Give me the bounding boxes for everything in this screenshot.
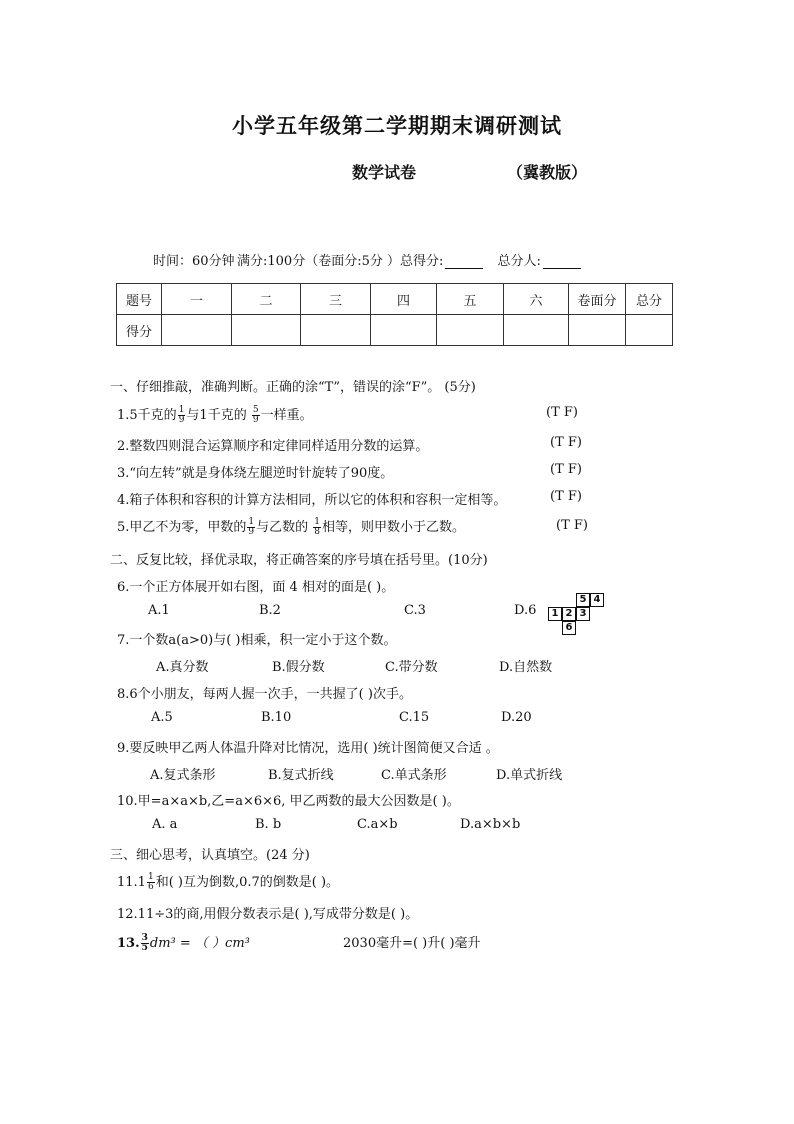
- score-cell[interactable]: [437, 315, 504, 346]
- q7-option-d[interactable]: D.自然数: [499, 660, 553, 675]
- q5-tf-choice[interactable]: (T F): [556, 518, 588, 533]
- q11-text-a: 11.1: [117, 875, 146, 890]
- exam-time: 时间：60分钟: [153, 254, 235, 269]
- q5-fraction-2: [313, 518, 321, 537]
- q9-option-d[interactable]: D.单式折线: [496, 768, 563, 783]
- total-score-blank[interactable]: [445, 255, 483, 269]
- q9-option-a[interactable]: A.复式条形: [150, 768, 216, 783]
- q8-option-c[interactable]: C.15: [399, 710, 430, 725]
- q10-option-d[interactable]: D.a×b×b: [460, 817, 521, 832]
- q13-text-a: 13.: [117, 936, 140, 951]
- q8-option-a[interactable]: A.5: [151, 710, 173, 725]
- q8-option-b[interactable]: B.10: [261, 710, 292, 725]
- q11-denominator: 6: [147, 882, 154, 892]
- q5-f2-denominator: 8: [314, 527, 321, 537]
- q1-f2-denominator: 9: [252, 415, 259, 425]
- q5-text-b: 与乙数的: [256, 520, 309, 535]
- question-5: [117, 516, 465, 537]
- q11-text-b: 和( )互为倒数,0.7的倒数是( )。: [155, 875, 340, 890]
- q8-option-d[interactable]: D.20: [501, 710, 532, 725]
- score-table-header-row: [117, 284, 673, 315]
- page-title: 小学五年级第二学期期末调研测试: [232, 113, 562, 138]
- subject-title: 数学试卷: [352, 163, 417, 182]
- q1-tf-choice[interactable]: (T F): [546, 405, 578, 420]
- score-header-6: 六: [504, 284, 569, 315]
- score-table: [116, 283, 673, 346]
- section1-title: 一、仔细推敲，准确判断。正确的涂“T”，错误的涂“F”。 (5分): [110, 380, 476, 395]
- q1-text-b: 与1千克的: [186, 408, 247, 423]
- q13-fraction: [141, 934, 149, 953]
- q1-text-a: 1.5千克的: [117, 408, 177, 423]
- net-face-2: 2: [562, 607, 576, 621]
- score-cell[interactable]: [162, 315, 232, 346]
- score-table-score-row: [117, 315, 673, 346]
- score-cell[interactable]: [626, 315, 673, 346]
- score-header-appearance: 卷面分: [569, 284, 626, 315]
- question-6: 6.一个正方体展开如右图，面 4 相对的面是( )。: [117, 580, 395, 595]
- q10-option-c[interactable]: C.a×b: [357, 817, 398, 832]
- q6-option-b[interactable]: B.2: [259, 603, 281, 618]
- score-header-1: 一: [162, 284, 232, 315]
- net-face-3: 3: [576, 607, 590, 621]
- q10-option-a[interactable]: A. a: [152, 817, 178, 832]
- question-2: 2.整数四则混合运算顺序和定律同样适用分数的运算。: [117, 439, 429, 454]
- score-header-5: 五: [437, 284, 504, 315]
- q2-tf-choice[interactable]: (T F): [550, 435, 582, 450]
- question-1: [117, 404, 313, 425]
- q7-option-b[interactable]: B.假分数: [272, 660, 325, 675]
- q13-text-b: dm³ = （ ）cm³: [149, 936, 250, 951]
- question-10: 10.甲=a×a×b,乙=a×6×6, 甲乙两数的最大公因数是( )。: [117, 794, 460, 809]
- net-face-5: 5: [576, 593, 590, 607]
- q5-fraction-1: [247, 518, 255, 537]
- q13-numerator: 3: [141, 933, 148, 943]
- q11-numerator: 1: [147, 872, 154, 882]
- score-header-4: 四: [371, 284, 437, 315]
- q1-f1-denominator: 9: [178, 415, 185, 425]
- net-face-6: 6: [562, 621, 576, 635]
- score-cell[interactable]: [504, 315, 569, 346]
- question-13: [117, 932, 250, 953]
- score-table-label: 题号: [117, 284, 162, 315]
- q6-option-c[interactable]: C.3: [404, 603, 426, 618]
- question-3: 3.“向左转”就是身体绕左腿逆时针旋转了90度。: [117, 466, 394, 481]
- q1-f2-numerator: 5: [252, 405, 259, 415]
- q6-option-a[interactable]: A.1: [148, 603, 170, 618]
- exam-score-info: [237, 250, 583, 269]
- q4-tf-choice[interactable]: (T F): [550, 489, 582, 504]
- q5-text-c: 相等，则甲数小于乙数。: [322, 520, 466, 535]
- q7-option-a[interactable]: A.真分数: [156, 660, 209, 675]
- question-11: [117, 871, 339, 892]
- score-cell[interactable]: [569, 315, 626, 346]
- score-cell[interactable]: [371, 315, 437, 346]
- section2-title: 二、反复比较，择优录取，将正确答案的序号填在括号里。(10分): [110, 553, 488, 568]
- q13-denominator: 5: [141, 943, 148, 953]
- question-7: 7.一个数a(a>0)与( )相乘，积一定小于这个数。: [117, 633, 397, 648]
- q3-tf-choice[interactable]: (T F): [550, 462, 582, 477]
- score-header-3: 三: [301, 284, 371, 315]
- edition-label: （冀教版）: [507, 163, 588, 182]
- score-header-total: 总分: [626, 284, 673, 315]
- q9-option-c[interactable]: C.单式条形: [381, 768, 447, 783]
- q1-f1-numerator: 1: [178, 405, 185, 415]
- scorer-label: 总分人:: [497, 254, 541, 269]
- q7-option-c[interactable]: C.带分数: [385, 660, 438, 675]
- q11-fraction: [147, 873, 155, 892]
- section3-title: 三、细心思考，认真填空。(24 分): [110, 848, 310, 863]
- q1-fraction-2: [252, 406, 260, 425]
- q5-f1-denominator: 9: [248, 527, 255, 537]
- question-12: 12.11÷3的商,用假分数表示是( ),写成带分数是( )。: [117, 907, 419, 922]
- score-cell[interactable]: [232, 315, 301, 346]
- q5-f1-numerator: 1: [248, 517, 255, 527]
- q9-option-b[interactable]: B.复式折线: [268, 768, 334, 783]
- score-cell[interactable]: [301, 315, 371, 346]
- q5-f2-numerator: 1: [314, 517, 321, 527]
- score-header-2: 二: [232, 284, 301, 315]
- question-9: 9.要反映甲乙两人体温升降对比情况，选用( )统计图简便又合适 。: [117, 741, 499, 756]
- q10-option-b[interactable]: B. b: [255, 817, 282, 832]
- q1-text-c: 一样重。: [260, 408, 313, 423]
- net-face-4: 4: [590, 593, 604, 607]
- q6-option-d[interactable]: D.6: [514, 603, 537, 618]
- score-row-label: 得分: [117, 315, 162, 346]
- net-face-1: 1: [548, 607, 562, 621]
- full-score-text: 满分:100分（卷面分:5分 ）总得分:: [237, 254, 444, 269]
- scorer-blank[interactable]: [543, 255, 581, 269]
- q1-fraction-1: [178, 406, 186, 425]
- question-4: 4.箱子体积和容积的计算方法相同，所以它的体积和容积一定相等。: [117, 493, 507, 508]
- question-8: 8.6个小朋友，每两人握一次手，一共握了( )次手。: [117, 687, 412, 702]
- q5-text-a: 5.甲乙不为零，甲数的: [117, 520, 247, 535]
- question-13-volume: 2030毫升=( )升( )毫升: [343, 936, 481, 951]
